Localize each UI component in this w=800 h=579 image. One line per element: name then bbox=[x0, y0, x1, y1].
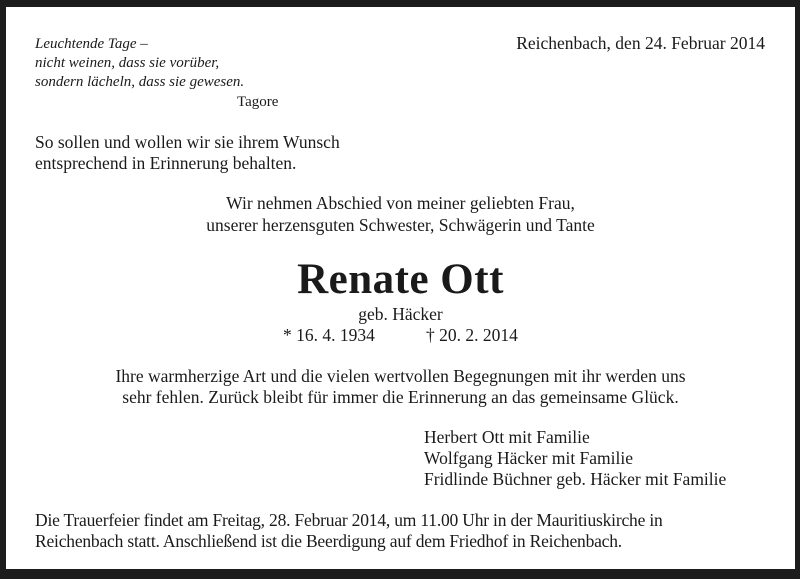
maiden-name: geb. Häcker bbox=[358, 304, 443, 324]
mourner: Wolfgang Häcker mit Familie bbox=[424, 448, 634, 468]
quote-line: Leuchtende Tage – bbox=[35, 36, 148, 52]
mourner: Fridlinde Büchner geb. Häcker mit Familie bbox=[424, 469, 727, 489]
death-date: † 20. 2. 2014 bbox=[426, 325, 518, 345]
quote-line: sondern lächeln, dass sie gewesen. bbox=[35, 74, 245, 90]
funeral-line: Die Trauerfeier findet am Freitag, 28. Februar 2014, um 11.00 Uhr in der Mauritiuskirche in bbox=[35, 510, 663, 530]
farewell-line: Wir nehmen Abschied von meiner geliebten Frau, bbox=[226, 193, 575, 213]
obituary-notice bbox=[6, 7, 795, 569]
quote-author: Tagore bbox=[237, 94, 279, 110]
deceased-name: Renate Ott bbox=[297, 256, 504, 303]
tribute-line: Ihre warmherzige Art und die vielen wertvollen Begegnungen mit ihr werden uns bbox=[115, 366, 686, 386]
quote-line: nicht weinen, dass sie vorüber, bbox=[35, 55, 220, 71]
place-date: Reichenbach, den 24. Februar 2014 bbox=[516, 33, 765, 53]
wish-line: entsprechend in Erinnerung behalten. bbox=[35, 153, 297, 173]
funeral-line: Reichenbach statt. Anschließend ist die Beerdigung auf dem Friedhof in Reichenbach. bbox=[35, 531, 622, 551]
mourner: Herbert Ott mit Familie bbox=[424, 427, 590, 447]
wish-line: So sollen und wollen wir sie ihrem Wunsch bbox=[35, 132, 340, 152]
tribute-line: sehr fehlen. Zurück bleibt für immer die Erinnerung an das gemeinsame Glück. bbox=[122, 387, 679, 407]
farewell-line: unserer herzensguten Schwester, Schwägerin und Tante bbox=[206, 215, 595, 235]
birth-date: * 16. 4. 1934 bbox=[283, 325, 375, 345]
